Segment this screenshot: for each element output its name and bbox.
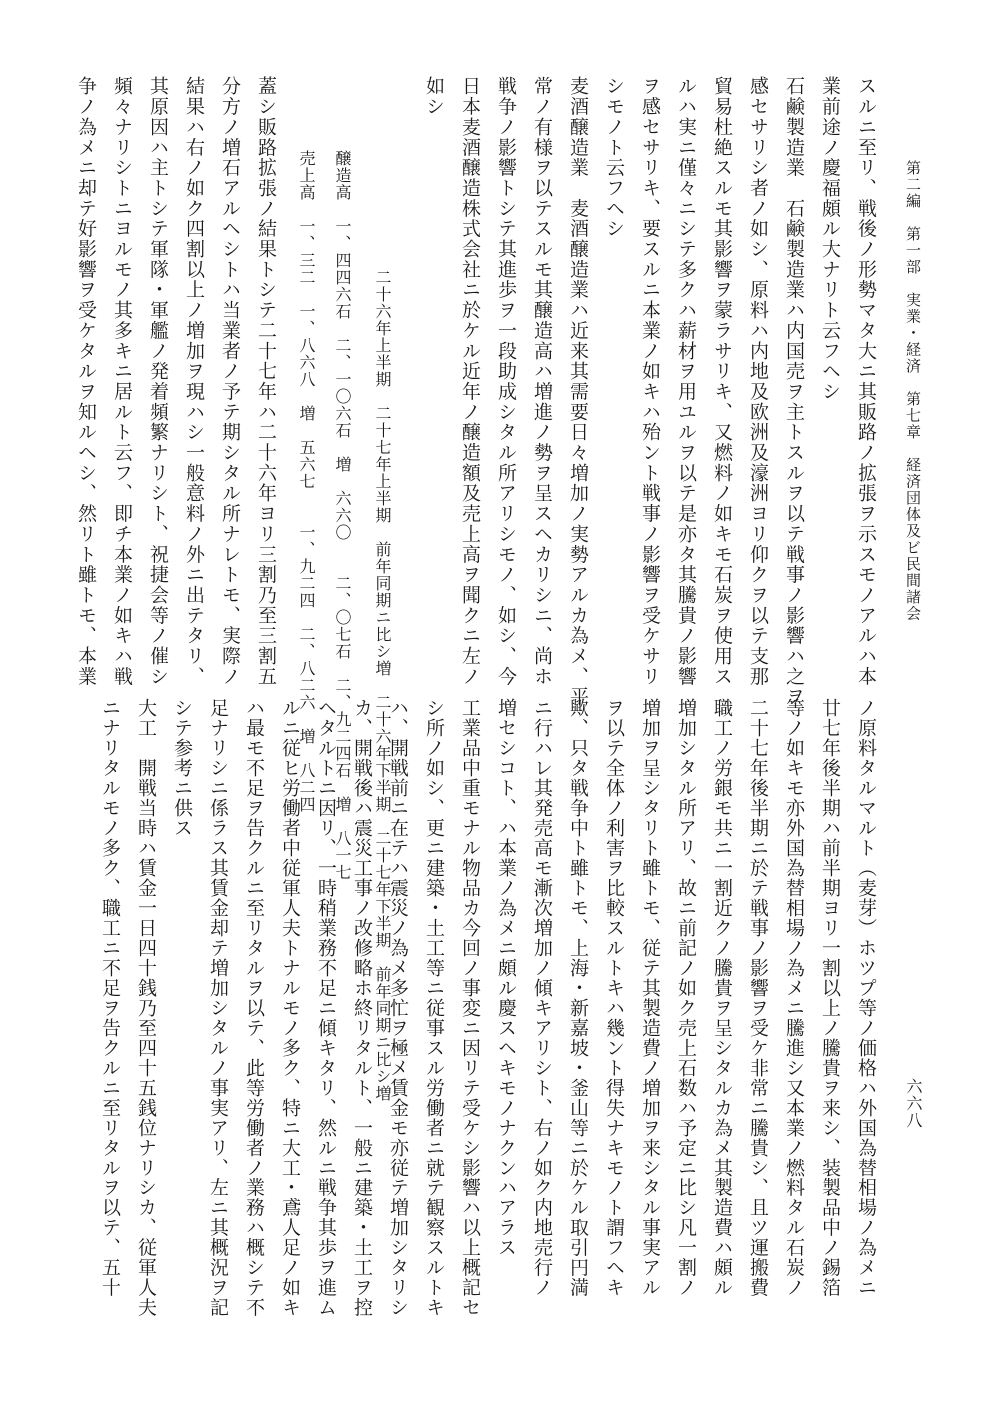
- text-column: 貿易杜絶スルモ其影響ヲ蒙ラサリキ、又燃料ノ如キモ石炭ヲ使用ス: [711, 76, 733, 687]
- text-column: ハ最モ不足ヲ告クルニ至リタルヲ以テ、此等労働者ノ業務ハ概シテ不: [243, 698, 265, 1318]
- running-head: 第二編 第一部 実業・経済 第七章 経済団体及ビ民間諸会: [904, 160, 922, 622]
- text-column: 増加ヲ呈シタリト雖トモ、従テ其製造費ノ増加ヲ来シタル事実アル: [639, 698, 661, 1298]
- text-column: シテ参考ニ供ス: [171, 698, 193, 838]
- text-column: スルニ至リ、戦後ノ形勢マタ大ニ其販路ノ拡張ヲ示スモノアルハ本: [855, 76, 877, 687]
- text-column: 廿七年後半期ハ前半期ヨリ一割以上ノ騰貴ヲ来シ、装製品中ノ錫箔: [819, 698, 841, 1298]
- text-column: 石鹸製造業 石鹸製造業ハ内国売ヲ主トスルヲ以テ戦事ノ影響ハ之ヲ: [783, 76, 805, 707]
- text-column: 足ナリシニ係ラス其賃金却テ増加シタルノ事実アリ、左ニ其概況ヲ記: [207, 698, 229, 1318]
- text-column: 歟、只タ戦争中ト雖トモ、上海・新嘉坡・釜山等ニ於ケル取引円満: [567, 698, 589, 1298]
- text-column: 常ノ有様ヲ以テスルモ其醸造高ハ増進ノ勢ヲ呈スヘカリシニ、尚ホ: [531, 76, 553, 687]
- text-column: ルニ従ヒ労働者中従軍人夫トナルモノ多ク、特ニ大工・鳶人足ノ如キ: [279, 698, 301, 1318]
- text-column: 其原因ハ主トシテ軍隊・軍艦ノ発着頻繁ナリシト、祝捷会等ノ催シ: [147, 76, 169, 687]
- text-column: 大工 開戦当時ハ賃金一日四十銭乃至四十五銭位ナリシカ、従軍人夫: [135, 698, 157, 1318]
- text-column: 頻々ナリシトニヨルモノ其多キニ居ルト云フ、即チ本業ノ如キハ戦: [111, 76, 133, 687]
- text-column: ヘタルトニ因リ、一時稍業務不足ニ傾キタリ、然ルニ戦争其歩ヲ進ム: [315, 698, 337, 1318]
- text-column: 二十七年後半期ニ於テ戦事ノ影響ヲ受ケ非常ニ騰貴シ、且ツ運搬費: [747, 698, 769, 1298]
- stats-brewing-column: 醸造高 一、四四六石 二、一〇六石 増 六六〇 二、〇七石 二、九二四石 増 八一七: [333, 150, 352, 881]
- text-column: シモノト云フヘシ: [603, 76, 625, 239]
- text-column: 工業品中重モナル物品カ今回ノ事変ニ因リテ受ケシ影響ハ以上概記セ: [459, 698, 481, 1318]
- text-column: 日本麦酒醸造株式会社ニ於ケル近年ノ醸造額及売上高ヲ聞クニ左ノ: [459, 76, 481, 687]
- text-column: シ所ノ如シ、更ニ建築・土工等ニ従事スル労働者ニ就テ観察スルトキ: [423, 698, 445, 1318]
- text-column: 戦争ノ影響トシテ其進歩ヲ一段助成シタル所アリシモノ、如シ、今: [495, 76, 517, 687]
- text-column: ニナリタルモノ多ク、職工ニ不足ヲ告クルニ至リタルヲ以テ、五十: [99, 698, 121, 1298]
- text-column: 職工ノ労銀モ共ニ一割近クノ騰貴ヲ呈シタルカ為メ其製造費ハ頗ル: [711, 698, 733, 1298]
- text-column: 争ノ為メニ却テ好影響ヲ受ケタルヲ知ルヘシ、然リト雖トモ、本業: [75, 76, 97, 687]
- stats-header-column: 二十六年上半期 二十七年上半期 前年同期ニ比シ増 二十六年下半期 二十七年下半期 前年同期ニ比シ増: [373, 150, 392, 1102]
- text-column: 如シ: [423, 76, 445, 117]
- text-column: 分方ノ増石アルヘシトハ当業者ノ予テ期シタル所ナレトモ、実際ノ: [219, 76, 241, 687]
- text-column: 蓋シ販路拡張ノ結果トシテ二十七年ハ二十六年ヨリ三割乃至三割五: [255, 76, 277, 687]
- stats-sales-column: 売上高 一、三二 一、八六八 増 五六七 一、九二四 二、八二六 増 八二四: [297, 150, 316, 813]
- page-number: 六六八: [904, 1078, 923, 1129]
- text-column: 増加シタル所アリ、故ニ前記ノ如ク売上石数ハ予定ニ比シ凡一割ノ: [675, 698, 697, 1298]
- text-column: ルハ実ニ僅々ニシテ多クハ薪材ヲ用ユルヲ以テ是亦タ其騰貴ノ影響: [675, 76, 697, 687]
- text-column: 結果ハ右ノ如ク四割以上ノ増加ヲ現ハシ一般意料ノ外ニ出テタリ、: [183, 76, 205, 687]
- text-column: 業前途ノ慶福頗ル大ナリト云フヘシ: [819, 76, 841, 402]
- text-column: 感セサリシ者ノ如シ、原料ハ内地及欧洲及濠洲ヨリ仰クヲ以テ支那: [747, 76, 769, 687]
- text-column: カ、開戦後ハ震災工事ノ改修略ホ終リタルト、一般ニ建築・土工ヲ控: [351, 698, 373, 1318]
- text-column: ニ行ハレ其発売高モ漸次増加ノ傾キアリシト、右ノ如ク内地売行ノ: [531, 698, 553, 1298]
- text-column: ヲ以テ全体ノ利害ヲ比較スルトキハ幾ント得失ナキモノト謂フヘキ: [603, 698, 625, 1298]
- text-column: 麦酒醸造業 麦酒醸造業ハ近来其需要日々増加ノ実勢アルカ為メ、平: [567, 76, 589, 707]
- text-column: ハ、開戦前ニ在テハ震災ノ為メ多忙ヲ極メ賃金モ亦従テ増加シタリシ: [387, 698, 409, 1318]
- text-column: ヲ感セサリキ、要スルニ本業ノ如キハ殆ント戦事ノ影響ヲ受ケサリ: [639, 76, 661, 687]
- text-column: 等ノ如キモ亦外国為替相場ノ為メニ騰進シ又本業ノ燃料タル石炭ノ: [783, 698, 805, 1298]
- text-column: ノ原料タルマルト（麦芽）ホツプ等ノ価格ハ外国為替相場ノ為メニ: [855, 698, 877, 1298]
- text-column: 増セシコト、ハ本業ノ為メニ頗ル慶スヘキモノナクンハアラス: [495, 698, 517, 1258]
